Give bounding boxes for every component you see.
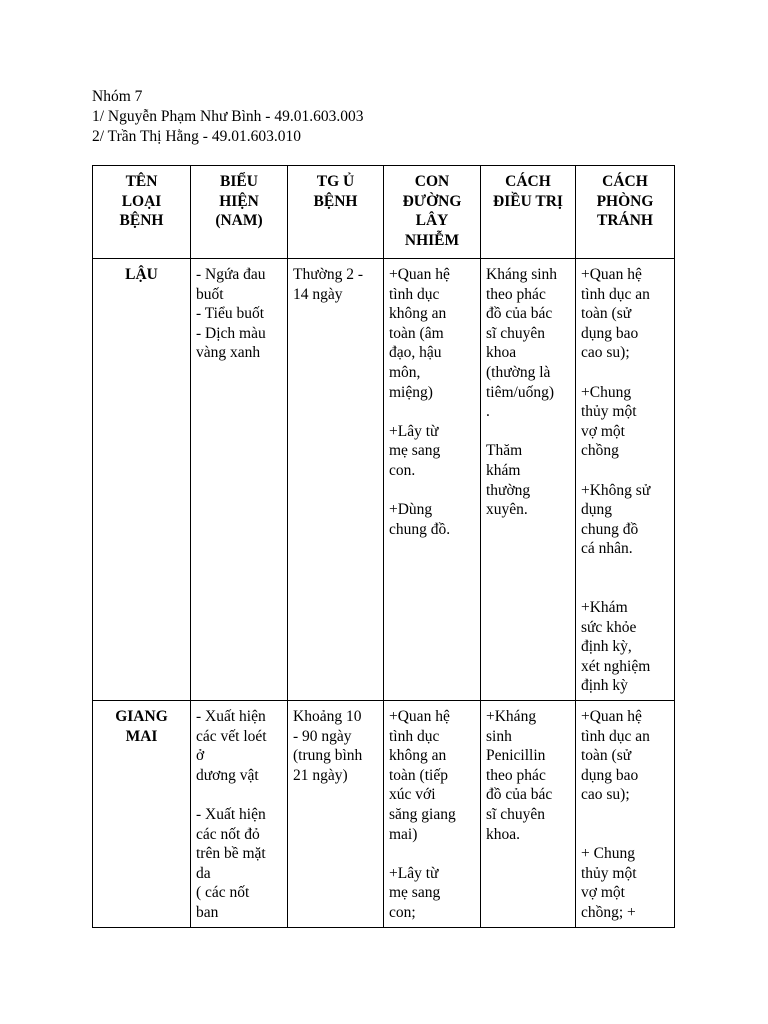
cell-line: mai) xyxy=(389,825,418,843)
cell-prevention xyxy=(576,259,675,701)
cell-line: +Quan hệ xyxy=(389,708,450,726)
line-gap xyxy=(581,461,669,481)
cell-symptoms xyxy=(191,701,288,928)
cell-line: tình dục an xyxy=(581,727,650,745)
cell-line: +Lây từ xyxy=(389,422,439,440)
member-2: 2/ Trần Thị Hằng - 49.01.603.010 xyxy=(92,128,301,145)
line-gap xyxy=(486,422,570,442)
cell-line: khoa xyxy=(486,344,517,362)
header-line: BIỂU xyxy=(220,173,258,190)
cell-line: khoa. xyxy=(486,825,521,843)
col-treatment-header xyxy=(481,166,576,259)
line-gap xyxy=(581,579,669,599)
cell-line: - Xuất hiện xyxy=(196,708,266,726)
cell-line: cao su); xyxy=(581,786,630,804)
cell-line: con; xyxy=(389,904,416,921)
table-header-row xyxy=(93,166,675,259)
cell-line: không an xyxy=(389,305,447,323)
cell-line: cao su); xyxy=(581,344,630,362)
cell-line: miệng) xyxy=(389,383,433,401)
cell-line: sĩ chuyên xyxy=(486,324,545,342)
cell-line: thủy một xyxy=(581,864,637,882)
line-gap xyxy=(389,844,475,864)
cell-line: các nốt đỏ xyxy=(196,825,260,843)
cell-line: toàn (sử xyxy=(581,747,632,765)
cell-line: định kỳ xyxy=(581,677,628,695)
cell-line: các vết loét xyxy=(196,727,267,745)
col-incubation-header xyxy=(288,166,384,259)
cell-line: vàng xanh xyxy=(196,344,261,362)
cell-line: mẹ sang xyxy=(389,884,441,902)
line-gap xyxy=(389,402,475,422)
cell-line: chồng xyxy=(581,442,619,460)
cell-line: đồ của bác xyxy=(486,786,553,804)
cell-line: tiêm/uống) xyxy=(486,383,555,401)
cell-line: định kỳ, xyxy=(581,638,632,656)
cell-line: xúc với xyxy=(389,786,436,804)
col-symptoms-header xyxy=(191,166,288,259)
cell-line: chung đồ xyxy=(581,520,639,538)
cell-line: +Quan hệ xyxy=(581,266,642,283)
cell-line: tình dục an xyxy=(581,285,650,303)
header-line: HIỆN xyxy=(219,192,259,210)
cell-line: cá nhân. xyxy=(581,540,633,558)
header-line: NHIỄM xyxy=(404,231,460,249)
cell-line: +Quan hệ xyxy=(389,266,450,283)
cell-line: chung đồ. xyxy=(389,520,451,538)
cell-line: buốt xyxy=(196,285,224,303)
cell-name xyxy=(93,259,191,701)
col-disease-name-header xyxy=(93,166,191,259)
table-row xyxy=(93,701,675,928)
header-line: TG Ủ xyxy=(316,173,355,190)
cell-line: thủy một xyxy=(581,403,637,421)
cell-line: trên bề mặt xyxy=(196,845,266,863)
cell-line: chồng; + xyxy=(581,904,636,921)
line-gap xyxy=(581,805,669,825)
cell-line: dương vật xyxy=(196,766,259,784)
header-line: (NAM) xyxy=(215,212,263,230)
cell-line: da xyxy=(196,864,211,882)
cell-transmission xyxy=(384,701,481,928)
cell-line: - Ngứa đau xyxy=(196,266,266,283)
cell-line: khám xyxy=(486,461,521,479)
cell-line: thường xyxy=(486,481,531,499)
cell-incubation xyxy=(288,701,384,928)
cell-line: Thường 2 - xyxy=(293,266,363,283)
cell-treatment xyxy=(481,259,576,701)
cell-line: Kháng sinh xyxy=(486,266,558,283)
cell-line: Khoảng 10 xyxy=(293,708,362,726)
cell-line: - 90 ngày xyxy=(293,727,352,745)
cell-line: +Khám xyxy=(581,599,628,617)
cell-line: . xyxy=(486,403,490,421)
cell-line: + Chung xyxy=(581,845,635,863)
cell-treatment xyxy=(481,701,576,928)
header-line: CON xyxy=(414,173,450,190)
line-gap xyxy=(196,785,282,805)
cell-line: săng giang xyxy=(389,806,456,824)
header-line: CÁCH xyxy=(602,173,648,190)
cell-line: con. xyxy=(389,461,416,479)
disease-table xyxy=(92,165,675,928)
cell-line: - Dịch màu xyxy=(196,324,266,342)
cell-line: MAI xyxy=(125,727,158,745)
header-line: ĐƯỜNG xyxy=(402,192,462,210)
cell-line: +Chung xyxy=(581,383,632,401)
header-line: TRÁNH xyxy=(597,212,653,230)
cell-line: - Xuất hiện xyxy=(196,806,266,824)
cell-line: dụng bao xyxy=(581,324,639,342)
cell-line: +Kháng xyxy=(486,708,537,726)
cell-line: xét nghiệm xyxy=(581,657,651,675)
cell-line: mẹ sang xyxy=(389,442,441,460)
header-line: LOẠI xyxy=(121,192,162,210)
col-prevention-header xyxy=(576,166,675,259)
table-row xyxy=(93,259,675,701)
cell-line: - Tiểu buốt xyxy=(196,305,265,323)
document-header xyxy=(92,87,363,147)
cell-line: vợ một xyxy=(581,422,625,440)
cell-line: sức khỏe xyxy=(581,618,637,636)
header-line: CÁCH xyxy=(505,173,551,190)
cell-line: ở xyxy=(196,747,205,765)
page-bottom-margin xyxy=(0,932,768,1024)
cell-line: +Quan hệ xyxy=(581,708,642,726)
cell-line: dụng bao xyxy=(581,766,639,784)
cell-line: +Không sử xyxy=(581,481,651,499)
cell-line: môn, xyxy=(389,363,421,381)
header-line: BỆNH xyxy=(119,212,164,230)
header-line: TÊN xyxy=(125,173,158,190)
cell-line: tình dục xyxy=(389,285,440,303)
cell-incubation xyxy=(288,259,384,701)
cell-line: dụng xyxy=(581,501,612,519)
cell-transmission xyxy=(384,259,481,701)
col-transmission-header xyxy=(384,166,481,259)
cell-line: Penicillin xyxy=(486,747,546,765)
cell-line: không an xyxy=(389,747,447,765)
line-gap xyxy=(581,559,669,579)
cell-prevention xyxy=(576,701,675,928)
cell-line: +Lây từ xyxy=(389,864,439,882)
header-line: PHÒNG xyxy=(596,192,654,210)
header-line: LÂY xyxy=(415,212,449,230)
header-line: BỆNH xyxy=(313,192,358,210)
cell-line: +Dùng xyxy=(389,501,433,519)
cell-line: (trung bình xyxy=(293,747,363,765)
cell-symptoms xyxy=(191,259,288,701)
cell-line: ( các nốt xyxy=(196,884,250,902)
cell-line: toàn (sử xyxy=(581,305,632,323)
cell-line: theo phác xyxy=(486,285,546,303)
cell-line: theo phác xyxy=(486,766,546,784)
cell-line: 21 ngày) xyxy=(293,766,348,784)
cell-line: toàn (tiếp xyxy=(389,766,448,784)
cell-line: xuyên. xyxy=(486,501,528,519)
group-title: Nhóm 7 xyxy=(92,88,143,105)
cell-line: tình dục xyxy=(389,727,440,745)
cell-line: sinh xyxy=(486,727,512,745)
cell-line: đồ của bác xyxy=(486,305,553,323)
line-gap xyxy=(581,363,669,383)
cell-line: 14 ngày xyxy=(293,285,343,303)
cell-line: ban xyxy=(196,904,219,921)
cell-line: đạo, hậu xyxy=(389,344,442,362)
cell-line: (thường là xyxy=(486,363,551,381)
cell-line: Thăm xyxy=(486,442,523,460)
member-1: 1/ Nguyễn Phạm Như Bình - 49.01.603.003 xyxy=(92,108,364,125)
cell-line: toàn (âm xyxy=(389,324,444,342)
cell-line: vợ một xyxy=(581,884,625,902)
cell-name xyxy=(93,701,191,928)
header-line: ĐIỀU TRỊ xyxy=(493,192,563,210)
cell-line: LẬU xyxy=(125,266,158,283)
cell-line: GIANG xyxy=(115,708,168,726)
line-gap xyxy=(581,825,669,845)
cell-line: sĩ chuyên xyxy=(486,806,545,824)
line-gap xyxy=(389,481,475,501)
